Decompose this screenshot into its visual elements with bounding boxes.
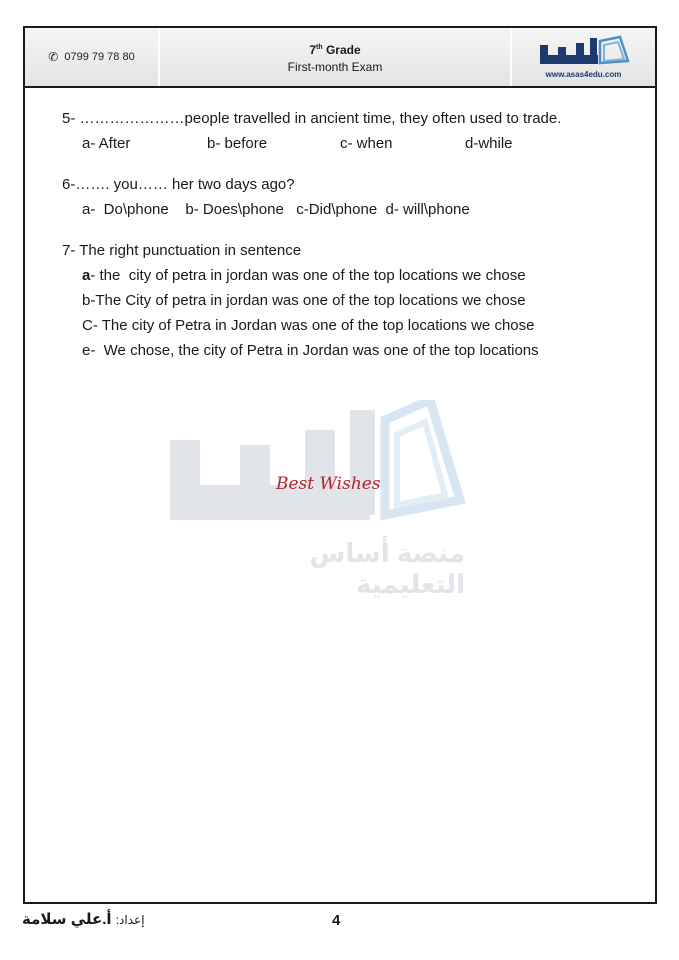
q7-option-a: a- the city of petra in jordan was one of the top locations we chose (82, 267, 526, 284)
website-url: www.asas4edu.com (545, 70, 622, 79)
q5-option-d: d-while (465, 135, 513, 152)
q7-option-c: C- The city of Petra in Jordan was one of the top locations we chose (82, 317, 535, 334)
q5-option-b: b- before (207, 135, 268, 152)
question-7: 7- The right punctuation in sentence (62, 242, 302, 259)
phone-icon: ✆ (48, 50, 59, 64)
questions-section (62, 106, 622, 363)
author-label: إعداد: (115, 913, 145, 927)
logo-cell (512, 28, 655, 86)
author-credit (22, 910, 145, 928)
q7-option-b: b-The City of petra in jordan was one of the top locations we chose (82, 292, 526, 309)
page-number: 4 (332, 912, 341, 929)
q5-option-a: a- After (82, 135, 131, 152)
question-6-options: a- Do\phone b- Does\phone c-Did\phone d- will\phone (82, 201, 470, 218)
q7-option-e: e- We chose, the city of Petra in Jordan was one of the top locations (82, 342, 539, 359)
author-name: أ.علي سلامة (22, 911, 112, 928)
best-wishes: Best Wishes (276, 474, 381, 494)
question-5-options (62, 131, 622, 156)
question-5: 5- …………………people travelled in ancient time, they often used to trade. (62, 110, 562, 127)
logo-book-icon (534, 35, 634, 69)
watermark-platform-name: منصة أساس التعليمية (309, 538, 465, 599)
title-cell (160, 28, 512, 86)
phone-number: 0799 79 78 80 (64, 51, 135, 63)
question-6: 6-……. you…… her two days ago? (62, 176, 295, 193)
exam-header (25, 28, 655, 88)
q5-option-c: c- when (340, 135, 393, 152)
phone-cell (25, 28, 160, 86)
grade-title: 7th Grade (309, 42, 361, 57)
asas-logo (534, 35, 634, 69)
exam-title: First-month Exam (287, 59, 383, 74)
